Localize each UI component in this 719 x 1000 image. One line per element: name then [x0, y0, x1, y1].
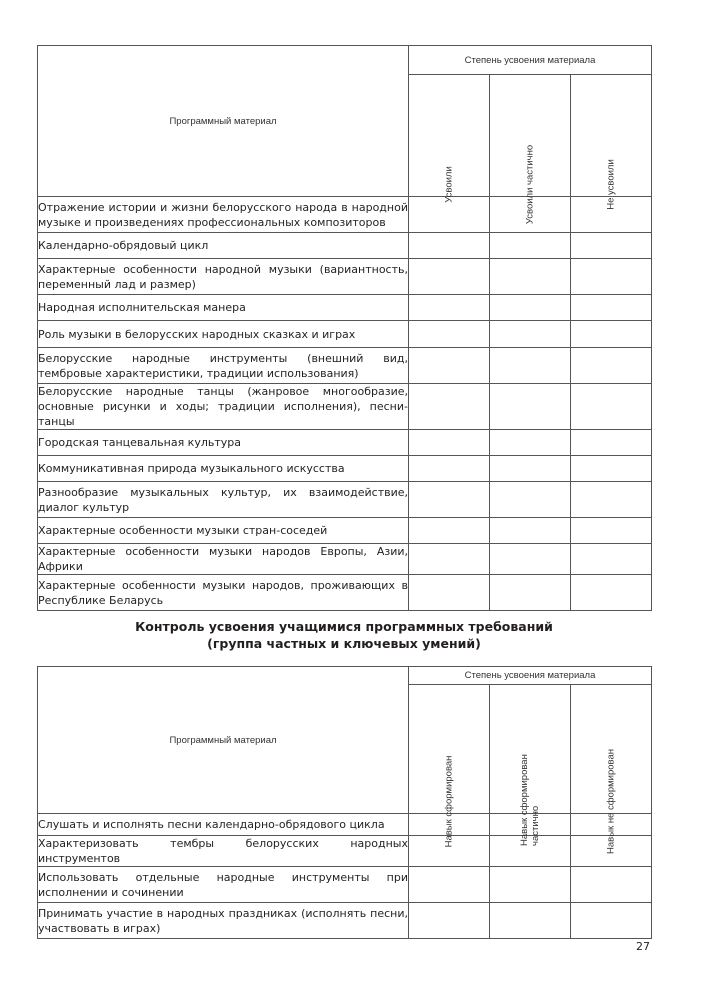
- program-material-item: Слушать и исполнять песни календарно-обрядового цикла: [38, 814, 409, 836]
- page-number: 27: [636, 940, 650, 953]
- grade-cell-partial[interactable]: [490, 867, 571, 903]
- grade-cell-mastered[interactable]: [409, 867, 490, 903]
- table-row: [38, 348, 652, 384]
- grade-cell-mastered[interactable]: [409, 575, 490, 611]
- grade-cell-mastered[interactable]: [409, 456, 490, 482]
- grade-cell-partial[interactable]: [490, 384, 571, 430]
- grade-cell-not-mastered[interactable]: [571, 456, 652, 482]
- program-material-item: Характеризовать тембры белорусских народных инструментов: [38, 837, 408, 865]
- grade-cell-partial[interactable]: [490, 903, 571, 939]
- grade-cell-mastered[interactable]: [409, 482, 490, 518]
- program-material-item: Характерные особенности музыки народов Европы, Азии, Африки: [38, 545, 408, 573]
- grade-cell-not-mastered[interactable]: [571, 544, 652, 575]
- program-material-item: Отражение истории и жизни белорусского народа в народной музыке и произведениях профессиональных композиторов: [38, 197, 409, 233]
- section-title: [37, 618, 651, 652]
- grade-cell-not-mastered[interactable]: [571, 321, 652, 348]
- grade-cell-mastered[interactable]: [409, 233, 490, 259]
- grade-header-skill-not-formed: [571, 685, 652, 854]
- program-material-item: Характерные особенности музыки народов, проживающих в Республике Беларусь: [38, 575, 409, 611]
- grade-cell-partial[interactable]: [490, 348, 571, 384]
- grade-cell-mastered[interactable]: [409, 321, 490, 348]
- table-row: [38, 575, 652, 611]
- mastery-level-header: Степень усвоения материала: [409, 46, 652, 75]
- program-material-header: Программный материал: [38, 667, 409, 814]
- grade-header-label: Навык сформирован: [443, 755, 455, 848]
- grade-cell-not-mastered[interactable]: [571, 348, 652, 384]
- section-title-line2: (группа частных и ключевых умений): [207, 636, 481, 651]
- program-material-item: Роль музыки в белорусских народных сказках и играх: [38, 321, 409, 348]
- grade-cell-partial[interactable]: [490, 430, 571, 456]
- grade-cell-not-mastered[interactable]: [571, 295, 652, 321]
- table-row: [38, 814, 652, 836]
- grade-header-skill-partial: [490, 685, 571, 846]
- program-material-item: Городская танцевальная культура: [38, 430, 409, 456]
- grade-header-label: Усвоили: [443, 166, 455, 203]
- program-material-header: Программный материал: [38, 46, 409, 197]
- table-row: [38, 233, 652, 259]
- grade-cell-not-mastered[interactable]: [571, 867, 652, 903]
- grade-cell-not-mastered[interactable]: [571, 233, 652, 259]
- grade-cell-mastered[interactable]: [409, 518, 490, 544]
- grade-cell-not-mastered[interactable]: [571, 259, 652, 295]
- grade-header-label: Навык сформирован частично: [519, 754, 541, 846]
- table-row: [38, 197, 652, 233]
- grade-cell-not-mastered[interactable]: [571, 518, 652, 544]
- program-material-item: Белорусские народные инструменты (внешний вид, тембровые характеристики, традиции использования): [38, 348, 409, 384]
- table-row: [38, 544, 652, 575]
- grade-cell-not-mastered[interactable]: [571, 430, 652, 456]
- grade-cell-mastered[interactable]: [409, 430, 490, 456]
- grade-cell-mastered[interactable]: [409, 544, 490, 575]
- grade-header-label: Усвоили частично: [524, 144, 536, 225]
- table-row: [38, 259, 652, 295]
- table-row: [38, 482, 652, 518]
- grade-cell-partial[interactable]: [490, 321, 571, 348]
- table-row: [38, 321, 652, 348]
- table-row: [38, 867, 652, 903]
- program-material-item: Использовать отдельные народные инструменты при исполнении и сочинении: [38, 867, 409, 903]
- table-row: [38, 903, 652, 939]
- grade-cell-partial[interactable]: [490, 482, 571, 518]
- table-row: [38, 430, 652, 456]
- program-material-item: Календарно-обрядовый цикл: [38, 233, 409, 259]
- grade-cell-mastered[interactable]: [409, 259, 490, 295]
- grade-cell-not-mastered[interactable]: [571, 482, 652, 518]
- program-material-item: Разнообразие музыкальных культур, их взаимодействие, диалог культур: [38, 482, 409, 518]
- grade-header-skill-formed: [409, 685, 490, 848]
- mastery-level-header: Степень усвоения материала: [409, 667, 652, 685]
- grade-cell-mastered[interactable]: [409, 903, 490, 939]
- grade-header-not-mastered: [571, 75, 652, 210]
- program-material-item: Характерные особенности музыки стран-соседей: [38, 518, 409, 544]
- grade-cell-partial[interactable]: [490, 518, 571, 544]
- grade-cell-partial[interactable]: [490, 295, 571, 321]
- grade-cell-partial[interactable]: [490, 456, 571, 482]
- table-row: [38, 518, 652, 544]
- grade-cell-not-mastered[interactable]: [571, 575, 652, 611]
- grade-header-label: Не усвоили: [605, 159, 617, 210]
- grade-header-mastered: [409, 75, 490, 203]
- table-row: [38, 456, 652, 482]
- table-row: [38, 384, 652, 430]
- program-material-item: Характерные особенности народной музыки (вариантность, переменный лад и размер): [38, 259, 409, 295]
- table-row: [38, 295, 652, 321]
- table-row: [38, 836, 652, 867]
- grade-cell-partial[interactable]: [490, 575, 571, 611]
- grade-header-label: Навык не сформирован: [605, 749, 617, 854]
- grade-cell-not-mastered[interactable]: [571, 384, 652, 430]
- program-material-item: Народная исполнительская манера: [38, 295, 409, 321]
- grade-cell-mastered[interactable]: [409, 384, 490, 430]
- grade-cell-partial[interactable]: [490, 233, 571, 259]
- program-material-item: Коммуникативная природа музыкального искусства: [38, 456, 409, 482]
- assessment-table-skills: [37, 666, 652, 939]
- grade-cell-mastered[interactable]: [409, 295, 490, 321]
- program-material-item: Белорусские народные танцы (жанровое многообразие, основные рисунки и ходы; традиции исполнения), песни-танцы: [38, 385, 408, 428]
- grade-header-partial: [490, 75, 571, 225]
- section-title-line1: Контроль усвоения учащимися программных требований: [135, 619, 553, 634]
- grade-cell-partial[interactable]: [490, 544, 571, 575]
- grade-cell-mastered[interactable]: [409, 348, 490, 384]
- grade-cell-not-mastered[interactable]: [571, 903, 652, 939]
- grade-cell-partial[interactable]: [490, 259, 571, 295]
- program-material-item: Принимать участие в народных праздниках (исполнять песни, участвовать в играх): [38, 903, 409, 939]
- assessment-table-knowledge: [37, 45, 652, 611]
